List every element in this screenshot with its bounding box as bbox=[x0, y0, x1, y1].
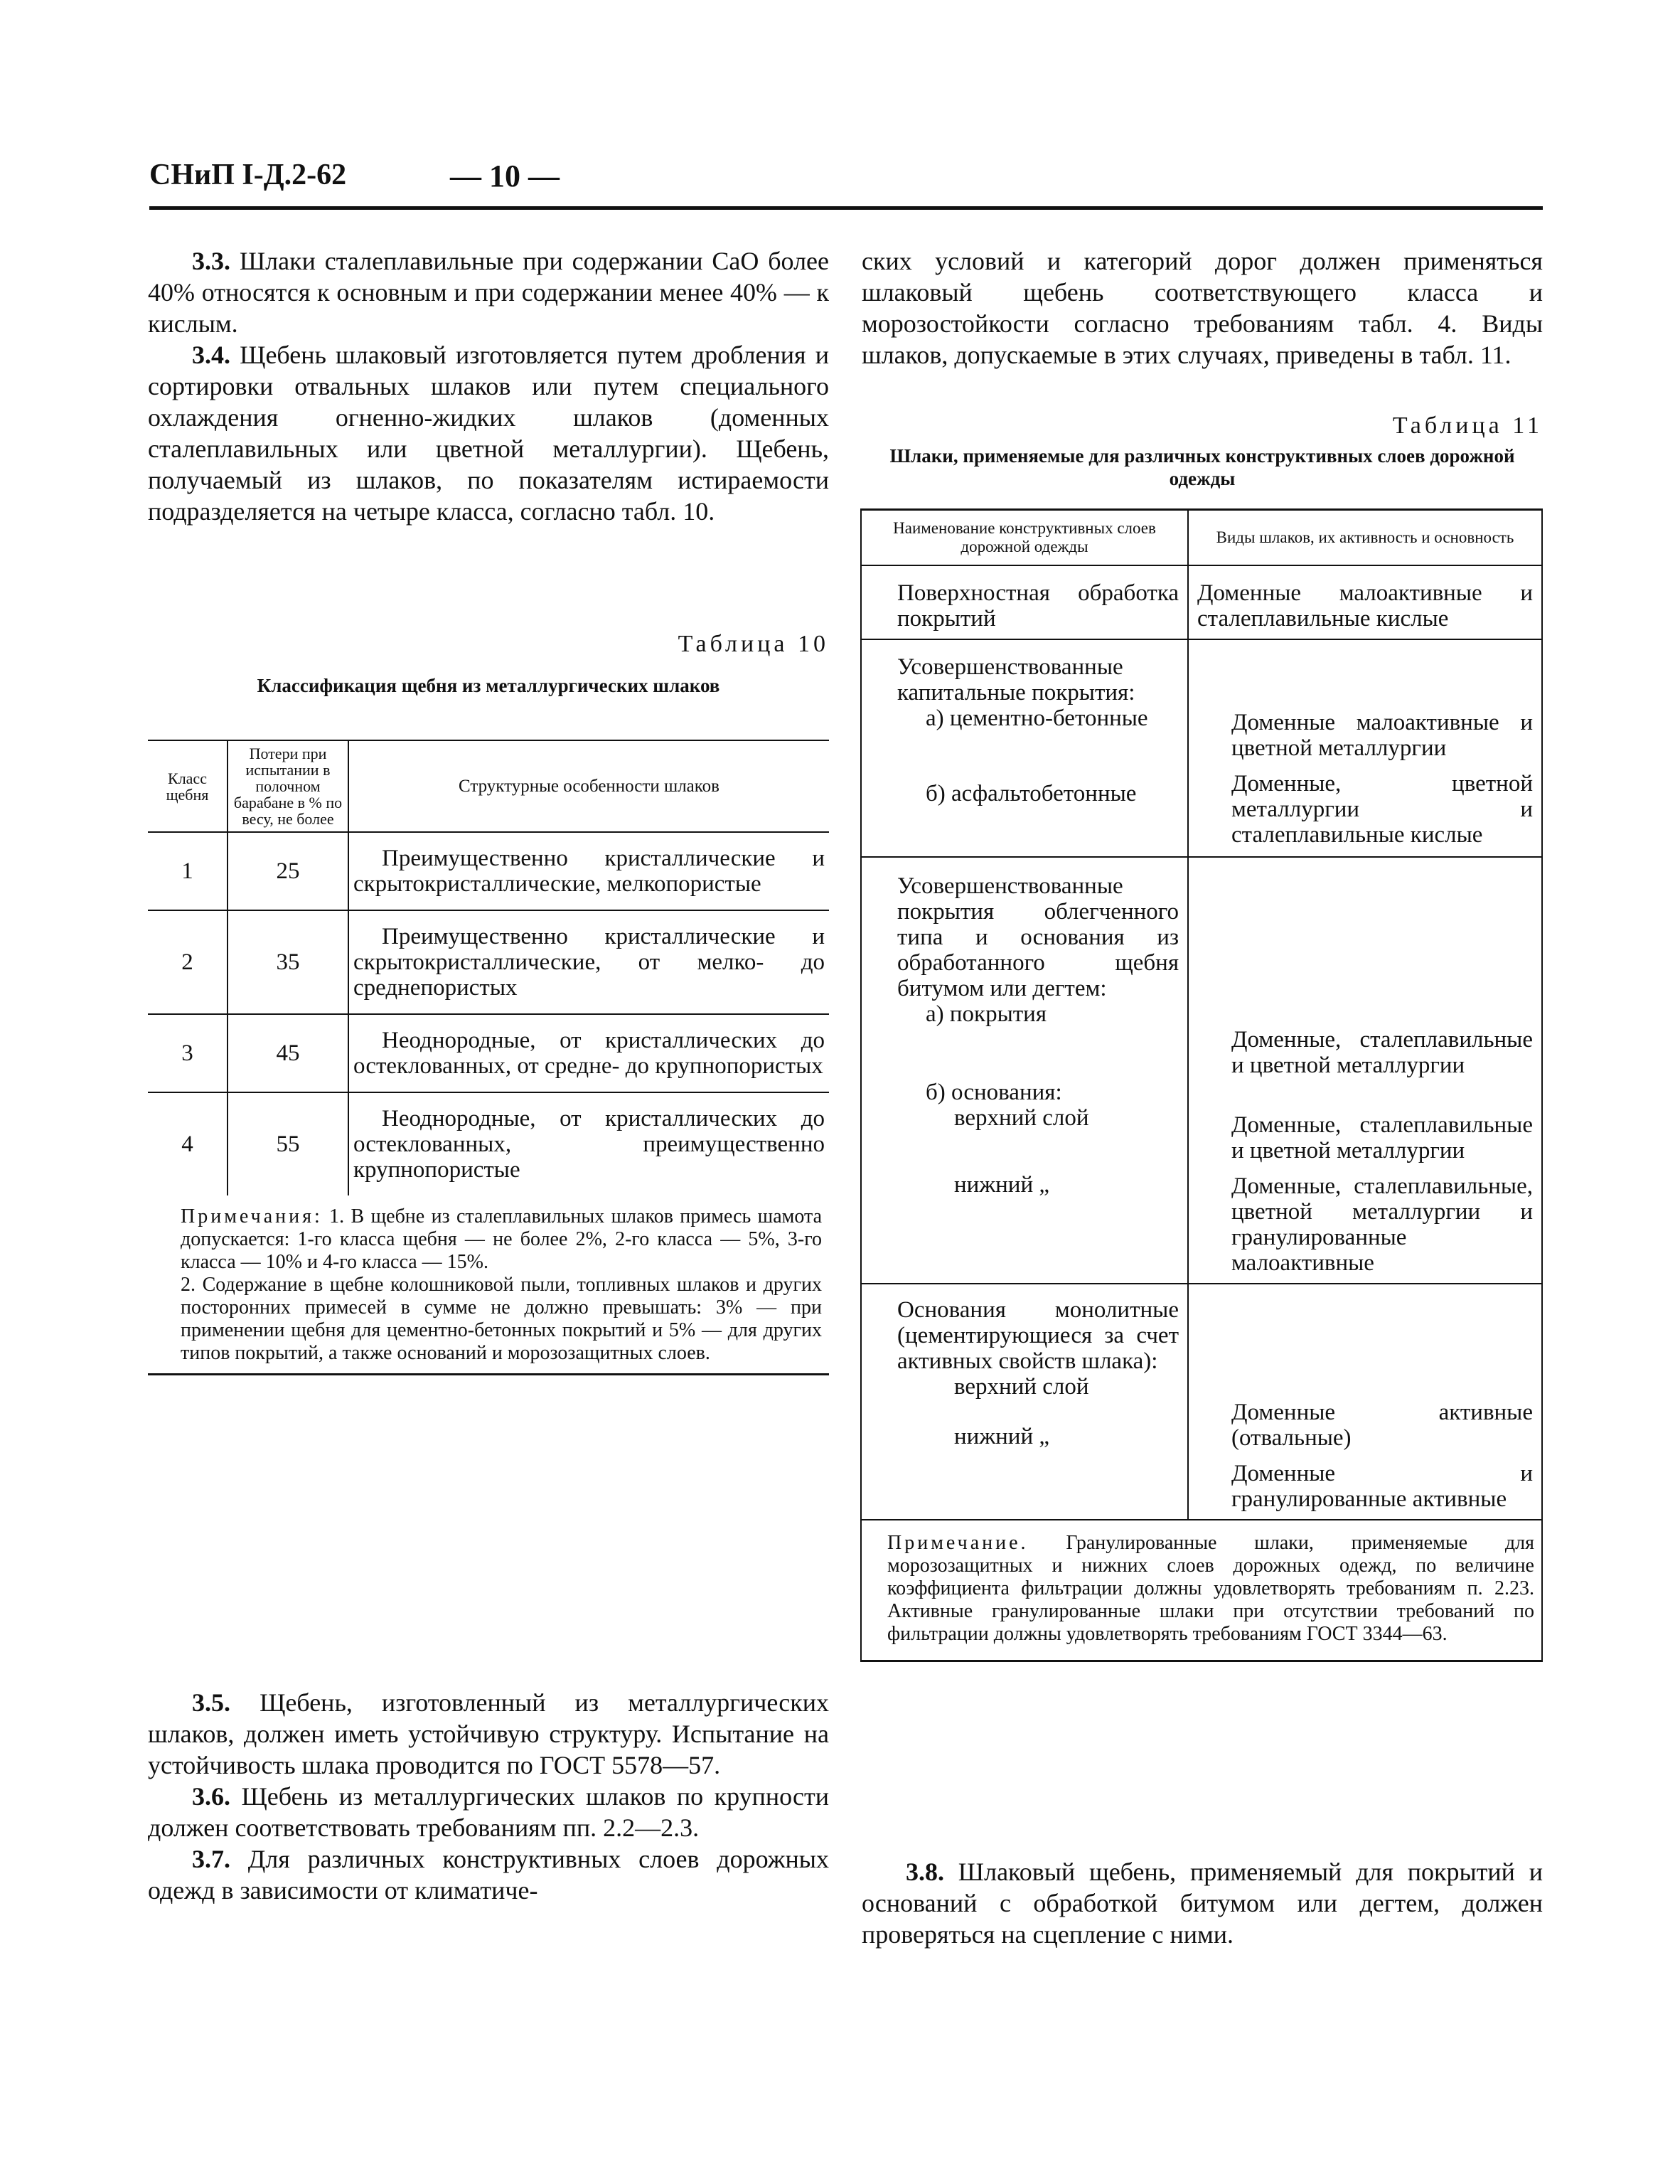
table-row bbox=[148, 910, 829, 1014]
table11-note-text: Гранулированные шлаки, применяемые для морозозащитных и нижних слоев дорожных одежд, по величине коэффициента фильтрации должны удовлетворять требованиям п. 2.23. Активные гранулированные шлаки при отсутствии требований по фильтрации должны удовлетворять требованиям ГОСТ 3344—63. bbox=[887, 1532, 1534, 1645]
table10-desc: Преимущественно кристаллические и скрытокристаллические, мелкопористые bbox=[348, 832, 829, 910]
table-11 bbox=[860, 508, 1543, 1662]
table11-cell: Доменные активные (отвальные) Доменные и гранулированные активные bbox=[1188, 1284, 1542, 1520]
table-10 bbox=[148, 740, 829, 1375]
paragraph-3-3: 3.3. Шлаки сталеплавильные при содержании CaO более 40% относятся к основным и при содержании менее 40% — к кислым. bbox=[148, 247, 830, 338]
paragraph-3-7-continued: ских условий и категорий дорог должен применяться шлаковый щебень соответствующего класса и морозостойкости согласно требованиям табл. 4. Виды шлаков, допускаемые в этих случаях, приведены в табл. 11. bbox=[862, 247, 1543, 369]
right-column-bottom bbox=[862, 1856, 1543, 1950]
table10-notes-row bbox=[148, 1195, 829, 1375]
table11-cell: Доменные малоактивные и сталеплавильные кислые bbox=[1188, 565, 1542, 639]
table-row bbox=[148, 1014, 829, 1092]
table11-cell: Поверхностная обработка покрытий bbox=[861, 565, 1188, 639]
header-rule bbox=[149, 206, 1543, 210]
table11-cell: Основания монолитные (цементирующиеся за счет активных свойств шлака): верхний слой нижний „ bbox=[861, 1284, 1188, 1520]
table-row bbox=[148, 1092, 829, 1195]
table11-note-label: Примечание. bbox=[887, 1532, 1029, 1554]
table11-header-slag: Виды шлаков, их активность и основность bbox=[1188, 510, 1542, 566]
page-header bbox=[149, 158, 1543, 208]
table10-title-wrap bbox=[148, 674, 829, 697]
table10-loss: 25 bbox=[228, 832, 348, 910]
table11-caption bbox=[862, 410, 1543, 442]
table10-desc: Неоднородные, от кристаллических до остеклованных, преимущественно крупнопористые bbox=[353, 1106, 825, 1183]
table10-loss: 35 bbox=[228, 910, 348, 1014]
paragraph-3-7: 3.7. Для различных конструктивных слоев дорожных одежд в зависимости от климатиче- bbox=[148, 1845, 829, 1905]
table11-notes-row bbox=[861, 1520, 1542, 1661]
paragraph-3-6: 3.6. Щебень из металлургических шлаков по крупности должен соответствовать требованиям пп. 2.2—2.3. bbox=[148, 1782, 829, 1842]
table11-header-row bbox=[861, 510, 1542, 566]
table-row bbox=[861, 639, 1542, 857]
table10-header-structure: Структурные особенности шлаков bbox=[348, 740, 829, 832]
table10-loss: 55 bbox=[228, 1092, 348, 1195]
table10-desc: Неоднородные, от кристаллических до остеклованных, от средне- до крупнопористых bbox=[348, 1014, 829, 1092]
table10-desc: Преимущественно кристаллические и скрытокристаллические, от мелко- до среднепористых bbox=[348, 910, 829, 1014]
table11-cell: Усовершенствованные капитальные покрытия: а) цементно-бетонные б) асфальтобетонные bbox=[861, 639, 1188, 857]
page-number: — 10 — bbox=[450, 159, 560, 193]
table10-notes bbox=[148, 1195, 829, 1375]
table11-cell: Доменные, сталеплавильные и цветной металлургии Доменные, сталеплавильные и цветной металлургии Доменные, сталеплавильные, цветной металлургии и гранулированные малоактивные bbox=[1188, 857, 1542, 1284]
table11-title-wrap bbox=[862, 444, 1543, 490]
table11-cell: Доменные малоактивные и цветной металлургии Доменные, цветной металлургии и сталеплавильные кислые bbox=[1188, 639, 1542, 857]
table10-class: 3 bbox=[148, 1014, 228, 1092]
document-code: СНиП I-Д.2-62 bbox=[149, 159, 347, 191]
paragraph-3-8: 3.8. Шлаковый щебень, применяемый для покрытий и оснований с обработкой битумом или дегтем, должен проверяться на сцепление с ними. bbox=[862, 1858, 1543, 1949]
table10-header-class: Класс щебня bbox=[148, 740, 228, 832]
table10-note-2: 2. Содержание в щебне колошниковой пыли, топливных шлаков и других посторонних примесей в сумме не должно превышать: 3% — при применении щебня для цементно-бетонных покрытий и 5% — для других типов покрытий, а также оснований и морозозащитных слоев. bbox=[181, 1274, 822, 1364]
paragraph-3-4: 3.4. Щебень шлаковый изготовляется путем дробления и сортировки отвальных шлаков или путем специального охлаждения огненно-жидких шлаков (доменных сталеплавильных или цветной металлургии). Щебень, получаемый из шлаков, по показателям истираемости подразделяется на четыре класса, согласно табл. 10. bbox=[148, 341, 829, 526]
table10-note-1: 1. В щебне из сталеплавильных шлаков примесь шамота допускается: 1-го класса щебня — не более 2%, 2-го класса — 5%, 3-го класса — 10% и 4-го класса — 15%. bbox=[181, 1205, 823, 1273]
table10-header-loss: Потери при испытании в полочном барабане в % по весу, не более bbox=[228, 740, 348, 832]
table11-cell: Усовершенствованные покрытия облегченного типа и основания из обработанного щебня битумом или дегтем: а) покрытия б) основания: верхний слой нижний „ bbox=[861, 857, 1188, 1284]
table10-class: 2 bbox=[148, 910, 228, 1014]
table10-class: 1 bbox=[148, 832, 228, 910]
table10-class: 4 bbox=[148, 1092, 228, 1195]
table11-label: Таблица 11 bbox=[1392, 412, 1543, 439]
table10-title: Классификация щебня из металлургических шлаков bbox=[257, 675, 720, 696]
table-row bbox=[861, 1284, 1542, 1520]
table10-label: Таблица 10 bbox=[678, 631, 829, 657]
table10-caption bbox=[148, 629, 829, 660]
left-column-bottom bbox=[148, 1687, 829, 1906]
right-column-top bbox=[862, 245, 1543, 371]
table11-notes bbox=[861, 1520, 1542, 1661]
paragraph-3-5: 3.5. Щебень, изготовленный из металлургических шлаков, должен иметь устойчивую структуру. Испытание на устойчивость шлака проводится по ГОСТ 5578—57. bbox=[148, 1688, 830, 1779]
table-row bbox=[148, 832, 829, 910]
table11-title: Шлаки, применяемые для различных конструктивных слоев дорожной одежды bbox=[889, 445, 1515, 489]
table-row bbox=[861, 857, 1542, 1284]
table-row bbox=[861, 565, 1542, 639]
table11-header-layer: Наименование конструктивных слоев дорожной одежды bbox=[861, 510, 1188, 566]
table10-header-row bbox=[148, 740, 829, 832]
table10-loss: 45 bbox=[228, 1014, 348, 1092]
table10-notes-label: Примечания: bbox=[181, 1205, 323, 1227]
left-column-top bbox=[148, 245, 829, 527]
